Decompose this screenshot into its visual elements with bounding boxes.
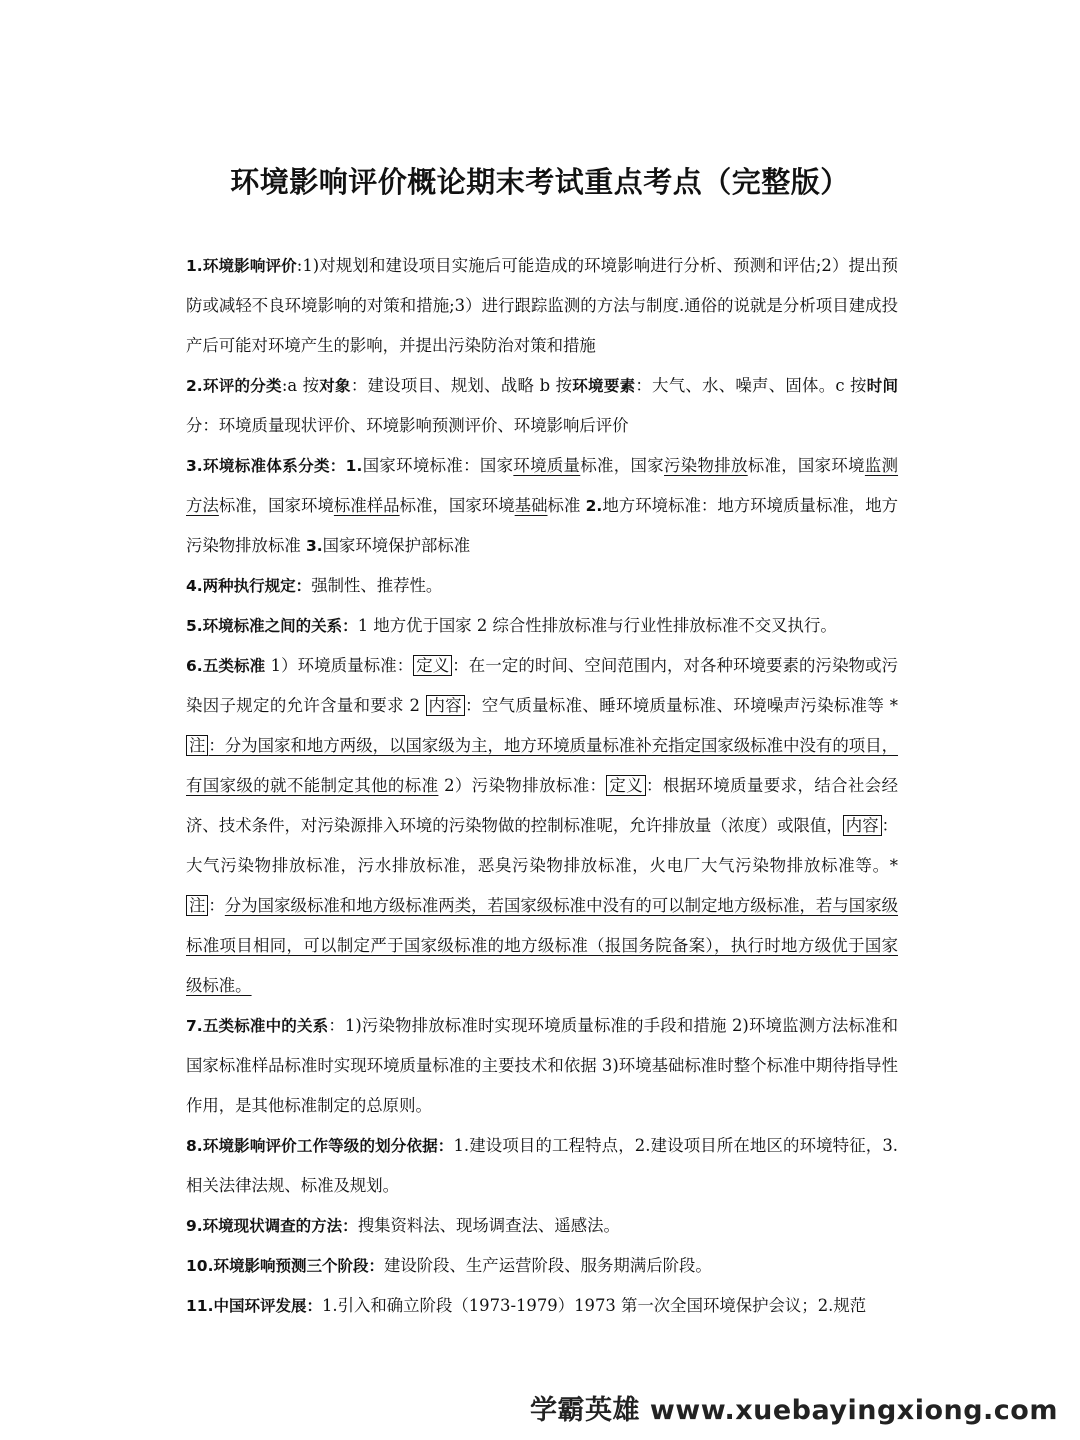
underlined-term: 标准样品: [333, 496, 400, 515]
text-run: 标准，国家环境: [218, 496, 334, 515]
paragraph-text: 搜集资料法、现场调查法、遥感法。: [357, 1216, 620, 1235]
text-run: 2）污染物排放标准：: [438, 776, 607, 795]
paragraph-5: [186, 606, 898, 646]
bold-term: 对象: [319, 377, 351, 395]
paragraph-1: [186, 246, 898, 366]
paragraph-heading: 8.环境影响评价工作等级的划分依据：: [186, 1137, 454, 1155]
underlined-note: ：分为国家和地方两级，以国家级为主，地方环境质量标准补充指定国家级标准中没有的项目，有国家级的就不能制定其他的标准: [186, 736, 899, 795]
paragraph-2: [186, 366, 898, 446]
boxed-label: 注: [186, 735, 208, 756]
paragraph-6: [186, 646, 898, 1006]
text-run: 标准: [547, 496, 586, 515]
paragraph-heading: 9.环境现状调查的方法：: [186, 1217, 358, 1235]
paragraph-8: [186, 1126, 898, 1206]
text-run: ：空气质量标准、睡环境质量标准、环境噪声污染标准等 *: [465, 696, 898, 715]
paragraph-text: :1)对规划和建设项目实施后可能造成的环境影响进行分析、预测和评估;2）提出预防或减轻不良环境影响的对策和措施;3）进行跟踪监测的方法与制度.通俗的说就是分析项目建成投产后可能对环境产生的影响，并提出污染防治对策和措施: [186, 256, 898, 355]
paragraph-heading: 10.环境影响预测三个阶段：: [186, 1257, 384, 1275]
bold-number: 1.: [345, 457, 363, 475]
paragraph-heading: 3.环境标准体系分类：: [186, 457, 346, 475]
bold-term: 环境要素: [572, 377, 636, 395]
text-run: 国家环境标准：国家: [362, 456, 514, 475]
paragraph-text: 强制性、推荐性。: [311, 576, 443, 595]
text-run: ：大气、水、噪声、固体。c 按: [635, 376, 867, 395]
paragraph-9: [186, 1206, 898, 1246]
underlined-term: 监测方法: [186, 456, 899, 515]
boxed-label: 定义: [606, 775, 646, 796]
boxed-label: 定义: [413, 655, 452, 676]
paragraph-heading: 4.两种执行规定：: [186, 577, 312, 595]
paragraph-text: 1.引入和确立阶段（1973-1979）1973 第一次全国环境保护会议；2.规范: [321, 1296, 867, 1315]
bold-term: 时间: [866, 377, 898, 395]
paragraph-text: 1.建设项目的工程特点，2.建设项目所在地区的环境特征，3.相关法律法规、标准及规划。: [186, 1136, 898, 1195]
bold-number: 2.: [585, 497, 603, 515]
paragraph-heading: 6.五类标准: [186, 657, 266, 675]
paragraph-text: 1 地方优于国家 2 综合性排放标准与行业性排放标准不交叉执行。: [357, 616, 837, 635]
text-run: 标准，国家: [580, 456, 665, 475]
paragraph-heading: 5.环境标准之间的关系：: [186, 617, 358, 635]
underlined-term: 环境质量: [513, 456, 581, 475]
paragraph-7: [186, 1006, 898, 1126]
watermark: 学霸英雄 www.xuebayingxiong.com: [529, 1395, 1058, 1426]
paragraph-heading: 7.五类标准中的关系: [186, 1017, 329, 1035]
underlined-term: 基础: [514, 496, 548, 515]
boxed-label: 内容: [843, 815, 882, 836]
text-run: 标准，国家环境: [399, 496, 515, 515]
paragraph-11: [186, 1286, 898, 1326]
paragraph-10: [186, 1246, 898, 1286]
text-run: ：根据环境质量要求，结合社会经济、技术条件，对污染源排入环境的污染物做的控制标准呢，允许排放量（浓度）或限值，: [186, 776, 899, 835]
text-run: 1）环境质量标准：: [265, 656, 414, 675]
text-run: 标准，国家环境: [747, 456, 865, 475]
text-run: ：建设项目、规划、战略 b 按: [350, 376, 573, 395]
page-title: 环境影响评价概论期末考试重点考点（完整版）: [230, 165, 850, 199]
paragraph-4: [186, 566, 898, 606]
text-run: ：在一定的时间、空间范围内，对各种环境要素的污染物或污染因子规定的允许含量和要求 2: [186, 656, 898, 715]
text-run: 分：环境质量现状评价、环境影响预测评价、环境影响后评价: [186, 416, 629, 435]
boxed-label: 注: [186, 895, 208, 916]
text-run: ：: [208, 896, 225, 915]
document-body: [186, 246, 898, 1326]
paragraph-heading: 11.中国环评发展：: [186, 1297, 322, 1315]
underlined-note: 分为国家级标准和地方级标准两类，若国家级标准中没有的可以制定地方级标准，若与国家级标准项目相同，可以制定严于国家级标准的地方级标准（报国务院备案），执行时地方级优于国家级标准。: [186, 896, 899, 995]
paragraph-text: ：1)污染物排放标准时实现环境质量标准的手段和措施 2)环境监测方法标准和国家标准样品标准时实现环境质量标准的主要技术和依据 3)环境基础标准时整个标准中期待指导性作用，是其他标准制定的总原则。: [186, 1016, 898, 1115]
bold-number: 3.: [305, 537, 323, 555]
text-run: ：大气污染物排放标准，污水排放标准，恶臭污染物排放标准，火电厂大气污染物排放标准等。*: [186, 816, 899, 875]
text-run: :a 按: [281, 376, 320, 395]
boxed-label: 内容: [426, 695, 466, 716]
paragraph-heading: 1.环境影响评价: [186, 257, 297, 275]
paragraph-3: [186, 446, 898, 566]
underlined-term: 污染物排放: [664, 456, 748, 475]
text-run: 国家环境保护部标准: [322, 536, 471, 555]
paragraph-text: 建设阶段、生产运营阶段、服务期满后阶段。: [383, 1256, 712, 1275]
text-run: 地方环境标准：地方环境质量标准，地方污染物排放标准: [186, 496, 899, 555]
paragraph-heading: 2.环评的分类: [186, 377, 282, 395]
